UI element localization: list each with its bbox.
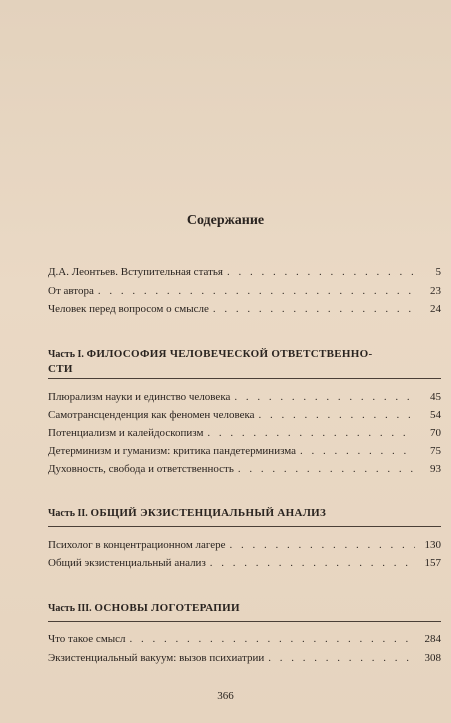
toc-entry-label: Духовность, свобода и ответственность <box>48 463 234 475</box>
leader-dots <box>130 631 415 647</box>
toc-entry <box>48 631 441 647</box>
toc-entry <box>48 407 441 423</box>
leader-dots <box>268 650 415 666</box>
toc-entry <box>48 283 441 299</box>
part-title-continued: СТИ <box>48 363 73 375</box>
part-title: ФИЛОСОФИЯ ЧЕЛОВЕЧЕСКОЙ ОТВЕТСТВЕННО- <box>86 348 373 360</box>
toc-entry <box>48 425 441 441</box>
toc-entry <box>48 264 441 280</box>
part-title: ОБЩИЙ ЭКЗИСТЕНЦИАЛЬНЫЙ АНАЛИЗ <box>90 507 327 519</box>
toc-entry <box>48 389 441 405</box>
toc-entry-page: 24 <box>430 303 441 315</box>
leader-dots <box>238 461 415 477</box>
toc-entry-label: Д.А. Леонтьев. Вступительная статья <box>48 266 223 278</box>
leader-dots <box>207 425 415 441</box>
toc-entry-label: Что такое смысл <box>48 633 126 645</box>
toc-entry <box>48 650 441 666</box>
page-number: 366 <box>217 690 234 702</box>
contents-title: Содержание <box>186 213 265 228</box>
toc-entry-label: От автора <box>48 285 94 297</box>
toc-entry-page: 93 <box>430 463 441 475</box>
toc-entry-label: Человек перед вопросом о смысле <box>48 303 209 315</box>
toc-entry-page: 284 <box>424 633 441 645</box>
toc-entry-page: 45 <box>430 391 441 403</box>
leader-dots <box>230 537 415 553</box>
toc-entry <box>48 537 441 553</box>
leader-dots <box>210 555 415 571</box>
toc-entry-label: Детерминизм и гуманизм: критика пандетерминизма <box>48 445 297 457</box>
leader-dots <box>234 389 415 405</box>
toc-entry-page: 308 <box>424 652 441 664</box>
toc-entry-label: Самотрансценденция как феномен человека <box>48 409 255 421</box>
toc-entry-page: 130 <box>424 539 441 551</box>
toc-entry-page: 70 <box>430 427 441 439</box>
toc-entry-label: Потенциализм и калейдоскопизм <box>48 427 204 439</box>
toc-entry <box>48 461 441 477</box>
toc-entry-page: 54 <box>430 409 441 421</box>
leader-dots <box>213 301 415 317</box>
part-label: Часть I. <box>48 349 84 360</box>
part-title: ОСНОВЫ ЛОГОТЕРАПИИ <box>94 602 240 614</box>
toc-entry <box>48 301 441 317</box>
toc-entry <box>48 443 441 459</box>
divider-rule <box>48 526 441 527</box>
toc-entry-page: 23 <box>430 285 441 297</box>
part-heading <box>48 601 428 616</box>
toc-entry-page: 5 <box>435 266 441 278</box>
leader-dots <box>300 443 415 459</box>
divider-rule <box>48 378 441 379</box>
toc-entry-label: Общий экзистенциальный анализ <box>48 557 206 569</box>
toc-entry-label: Плюрализм науки и единство человека <box>48 391 231 403</box>
part-label: Часть III. <box>48 603 92 614</box>
leader-dots <box>227 264 415 280</box>
toc-entry-page: 157 <box>424 557 441 569</box>
toc-entry <box>48 555 441 571</box>
part-heading <box>48 347 428 376</box>
part-label: Часть II. <box>48 508 88 519</box>
leader-dots <box>259 407 415 423</box>
toc-entry-page: 75 <box>430 445 441 457</box>
toc-entry-label: Психолог в концентрационном лагере <box>48 539 226 551</box>
leader-dots <box>98 283 415 299</box>
divider-rule <box>48 621 441 622</box>
part-heading <box>48 506 428 521</box>
toc-entry-label: Экзистенциальный вакуум: вызов психиатрии <box>48 652 265 664</box>
